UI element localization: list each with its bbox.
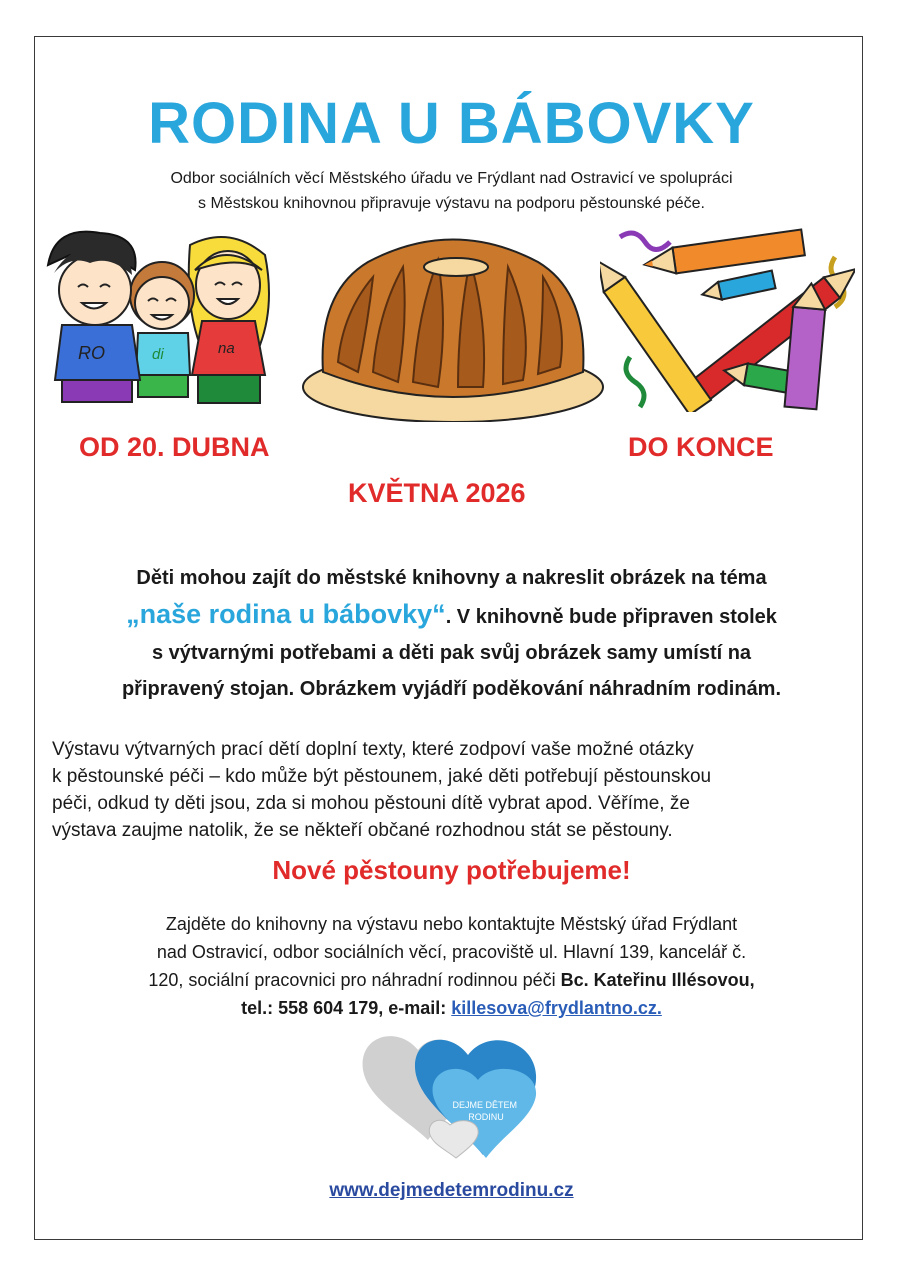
contact-person-name: Bc. Kateřinu Illésovou, bbox=[560, 970, 755, 990]
date-until: DO KONCE bbox=[628, 432, 774, 462]
girl-figure bbox=[189, 237, 269, 403]
contact-line-4 bbox=[0, 994, 903, 1022]
date-month: KVĚTNA 2026 bbox=[348, 478, 526, 508]
main-line-2 bbox=[40, 596, 863, 635]
main-paragraph bbox=[40, 560, 863, 707]
info-paragraph bbox=[52, 736, 842, 844]
main-line-4: připravený stojan. Obrázkem vyjádří poděkování náhradním rodinám. bbox=[121, 678, 782, 700]
theme-highlight: „naše rodina u bábovky“ bbox=[126, 599, 446, 629]
intro-line-2: s Městskou knihovnou připravuje výstavu na podporu pěstounské péče. bbox=[198, 195, 705, 212]
main-line-1: Děti mohou zajít do městské knihovny a nakreslit obrázek na téma bbox=[136, 567, 767, 589]
logo-text: DEJME DĚTEM RODINU bbox=[452, 1100, 517, 1122]
website-link[interactable]: www.dejmedetemrodinu.cz bbox=[329, 1180, 574, 1201]
contact-line-3-text: 120, sociální pracovnici pro náhradní rodinnou péči bbox=[148, 970, 561, 990]
page-title: RODINA U BÁBOVKY bbox=[148, 91, 755, 156]
boy-figure bbox=[48, 232, 140, 402]
contact-line-3 bbox=[0, 966, 903, 994]
slogan: Nové pěstouny potřebujeme! bbox=[272, 855, 631, 885]
hearts-logo bbox=[358, 1030, 558, 1170]
contact-block bbox=[0, 910, 903, 1022]
shirt-label-middle: di bbox=[152, 346, 164, 363]
info-line-2: k pěstounské péči – kdo může být pěstounem, jaké děti potřebují pěstounskou bbox=[52, 766, 712, 787]
shirt-label-right: na bbox=[218, 340, 235, 357]
kids-illustration bbox=[40, 225, 280, 415]
info-line-1: Výstavu výtvarných prací dětí doplní texty, které zodpoví vaše možné otázky bbox=[52, 739, 694, 760]
main-line-3: s výtvarnými potřebami a děti pak svůj obrázek samy umístí na bbox=[151, 642, 752, 664]
intro-text bbox=[0, 166, 903, 216]
contact-line-2: nad Ostravicí, odbor sociálních věcí, pracoviště ul. Hlavní 139, kancelář č. bbox=[156, 942, 747, 962]
email-link[interactable]: killesova@frydlantno.cz. bbox=[451, 998, 662, 1018]
intro-line-1: Odbor sociálních věcí Městského úřadu ve Frýdlant nad Ostravicí ve spolupráci bbox=[170, 170, 733, 187]
contact-line-1: Zajděte do knihovny na výstavu nebo kontaktujte Městský úřad Frýdlant bbox=[165, 914, 738, 934]
crayons-illustration bbox=[600, 222, 855, 412]
main-line-2-rest: . V knihovně bude připraven stolek bbox=[445, 606, 777, 628]
info-line-4: výstava zaujme natolik, že se někteří občané rozhodnou stát se pěstouny. bbox=[52, 820, 673, 841]
contact-phone: tel.: 558 604 179, e-mail: bbox=[241, 998, 452, 1018]
info-line-3: péči, odkud ty děti jsou, zda si mohou pěstouni dítě vybrat apod. Věříme, že bbox=[52, 793, 690, 814]
shirt-label-left: RO bbox=[78, 343, 105, 363]
bundt-cake-illustration bbox=[298, 222, 608, 422]
date-from: OD 20. DUBNA bbox=[79, 432, 270, 462]
